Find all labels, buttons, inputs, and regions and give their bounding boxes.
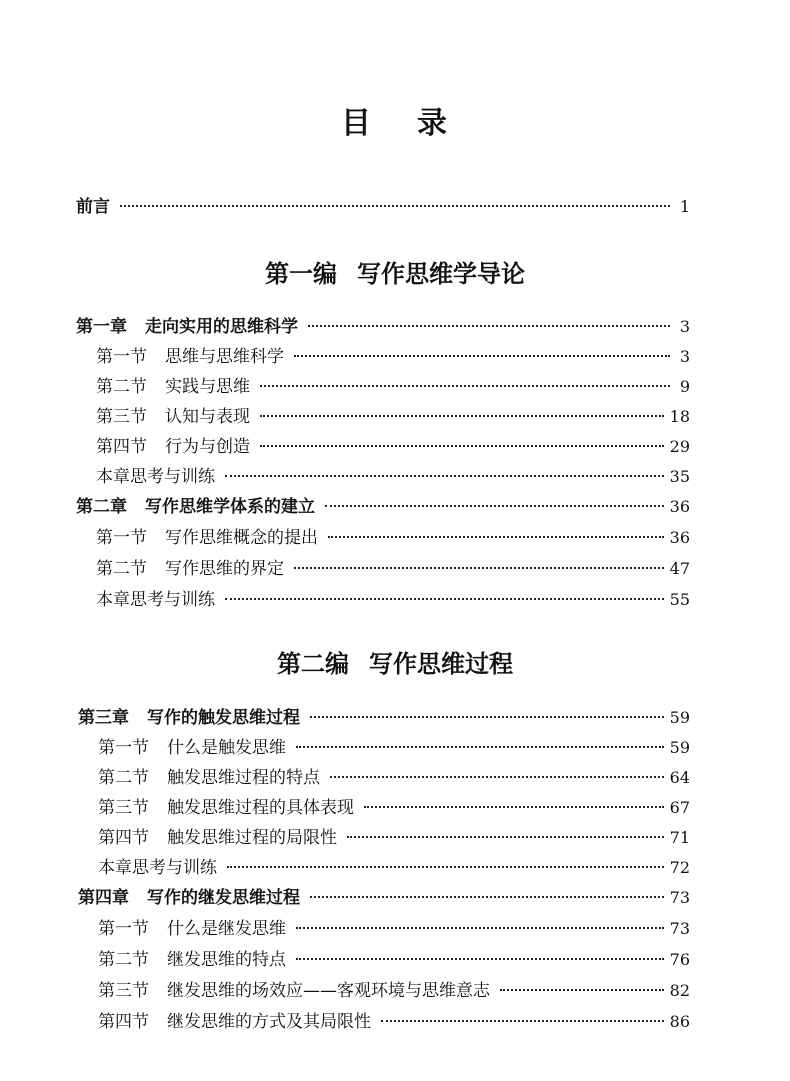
section-name: 本章思考与训练	[98, 858, 217, 878]
toc-page-number: 1	[679, 197, 690, 216]
toc-entry-section[interactable]	[98, 918, 690, 940]
part-name: 写作思维学导论	[357, 260, 525, 288]
toc-entry-section[interactable]	[96, 346, 690, 368]
toc-entry-section[interactable]	[98, 767, 690, 789]
part-title	[0, 644, 790, 679]
dot-leader	[260, 445, 664, 447]
toc-page-number: 3	[679, 317, 690, 336]
section-name: 行为与创造	[165, 437, 250, 457]
page-title-part1: 目	[341, 106, 373, 141]
dot-leader	[330, 776, 664, 778]
section-name: 思维与思维科学	[165, 347, 284, 367]
toc-page-number: 29	[669, 437, 690, 456]
section-name: 继发思维的场效应——客观环境与思维意志	[167, 981, 490, 1001]
dot-leader	[296, 927, 664, 929]
dot-leader	[308, 325, 670, 327]
dot-leader	[296, 958, 664, 960]
section-name: 本章思考与训练	[96, 467, 215, 487]
toc-entry-section[interactable]	[96, 558, 690, 580]
part-title	[0, 254, 790, 289]
toc-page-number: 73	[669, 888, 690, 907]
chapter-number: 第一章	[76, 317, 127, 337]
toc-entry-section[interactable]	[96, 406, 690, 428]
page-title-part2: 录	[417, 106, 449, 141]
toc-page-number: 9	[679, 377, 690, 396]
dot-leader	[325, 505, 664, 507]
toc-page-number: 67	[669, 798, 690, 817]
chapter-number: 第二章	[76, 497, 127, 517]
dot-leader	[294, 567, 664, 569]
section-name: 什么是继发思维	[167, 919, 286, 939]
toc-entry-section[interactable]	[98, 949, 690, 971]
section-number: 第三节	[98, 981, 149, 1001]
toc-entry-label: 前言	[76, 197, 110, 217]
toc-page-number: 47	[669, 559, 690, 578]
chapter-number: 第三章	[78, 708, 129, 728]
section-name: 触发思维过程的特点	[167, 768, 320, 788]
toc-page-number: 59	[669, 708, 690, 727]
dot-leader	[120, 205, 670, 207]
section-name: 什么是触发思维	[167, 738, 286, 758]
toc-page-number: 59	[669, 738, 690, 757]
section-number: 第一节	[96, 347, 147, 367]
dot-leader	[310, 716, 664, 718]
toc-entry-section[interactable]	[98, 827, 690, 849]
section-name: 继发思维的特点	[167, 950, 286, 970]
dot-leader	[225, 475, 664, 477]
section-number: 第二节	[96, 377, 147, 397]
toc-entry-section[interactable]	[98, 1011, 690, 1033]
dot-leader	[296, 746, 664, 748]
section-number: 第二节	[98, 950, 149, 970]
dot-leader	[260, 385, 670, 387]
toc-page-number: 3	[679, 347, 690, 366]
toc-entry-section[interactable]	[96, 436, 690, 458]
part-number: 第二编	[277, 650, 349, 678]
section-number: 第一节	[98, 738, 149, 758]
toc-page-number: 64	[669, 768, 690, 787]
dot-leader	[500, 989, 664, 991]
section-number: 第三节	[98, 798, 149, 818]
chapter-name: 走向实用的思维科学	[145, 317, 298, 337]
section-name: 写作思维概念的提出	[165, 528, 318, 548]
toc-page-number: 36	[669, 497, 690, 516]
dot-leader	[328, 536, 664, 538]
chapter-name: 写作的继发思维过程	[147, 888, 300, 908]
section-number: 第四节	[98, 828, 149, 848]
toc-entry-chapter[interactable]	[78, 887, 690, 909]
section-name: 认知与表现	[165, 407, 250, 427]
toc-entry-section[interactable]	[98, 737, 690, 759]
toc-page-number: 86	[669, 1012, 690, 1031]
section-number: 第二节	[96, 559, 147, 579]
toc-entry-chapter[interactable]	[76, 496, 690, 518]
toc-entry-chapter[interactable]	[76, 316, 690, 338]
dot-leader	[260, 415, 664, 417]
toc-entry-preface[interactable]	[76, 196, 690, 218]
toc-entry-section[interactable]	[98, 857, 690, 879]
toc-entry-section[interactable]	[98, 797, 690, 819]
toc-entry-section[interactable]	[96, 466, 690, 488]
toc-page-number: 71	[669, 828, 690, 847]
section-number: 第一节	[96, 528, 147, 548]
toc-entry-section[interactable]	[98, 980, 690, 1002]
toc-page-number: 72	[669, 858, 690, 877]
chapter-number: 第四章	[78, 888, 129, 908]
part-number: 第一编	[265, 260, 337, 288]
toc-page-number: 82	[669, 981, 690, 1000]
toc-page-number: 35	[669, 467, 690, 486]
section-name: 本章思考与训练	[96, 590, 215, 610]
toc-entry-section[interactable]	[96, 589, 690, 611]
toc-entry-section[interactable]	[96, 376, 690, 398]
chapter-name: 写作的触发思维过程	[147, 708, 300, 728]
section-number: 第三节	[96, 407, 147, 427]
section-name: 触发思维过程的局限性	[167, 828, 337, 848]
section-name: 继发思维的方式及其局限性	[167, 1012, 371, 1032]
dot-leader	[227, 866, 664, 868]
section-number: 第四节	[98, 1012, 149, 1032]
section-name: 触发思维过程的具体表现	[167, 798, 354, 818]
dot-leader	[225, 598, 664, 600]
chapter-name: 写作思维学体系的建立	[145, 497, 315, 517]
page-title	[0, 98, 790, 142]
toc-page-number: 73	[669, 919, 690, 938]
dot-leader	[347, 836, 664, 838]
part-name: 写作思维过程	[369, 650, 513, 678]
section-number: 第一节	[98, 919, 149, 939]
dot-leader	[364, 806, 664, 808]
toc-entry-chapter[interactable]	[78, 707, 690, 729]
toc-page-number: 55	[669, 590, 690, 609]
section-number: 第四节	[96, 437, 147, 457]
section-number: 第二节	[98, 768, 149, 788]
toc-page-number: 36	[669, 528, 690, 547]
dot-leader	[310, 896, 664, 898]
toc-entry-section[interactable]	[96, 527, 690, 549]
section-name: 写作思维的界定	[165, 559, 284, 579]
dot-leader	[294, 355, 670, 357]
section-name: 实践与思维	[165, 377, 250, 397]
toc-page-number: 18	[669, 407, 690, 426]
toc-page-number: 76	[669, 950, 690, 969]
dot-leader	[381, 1020, 664, 1022]
